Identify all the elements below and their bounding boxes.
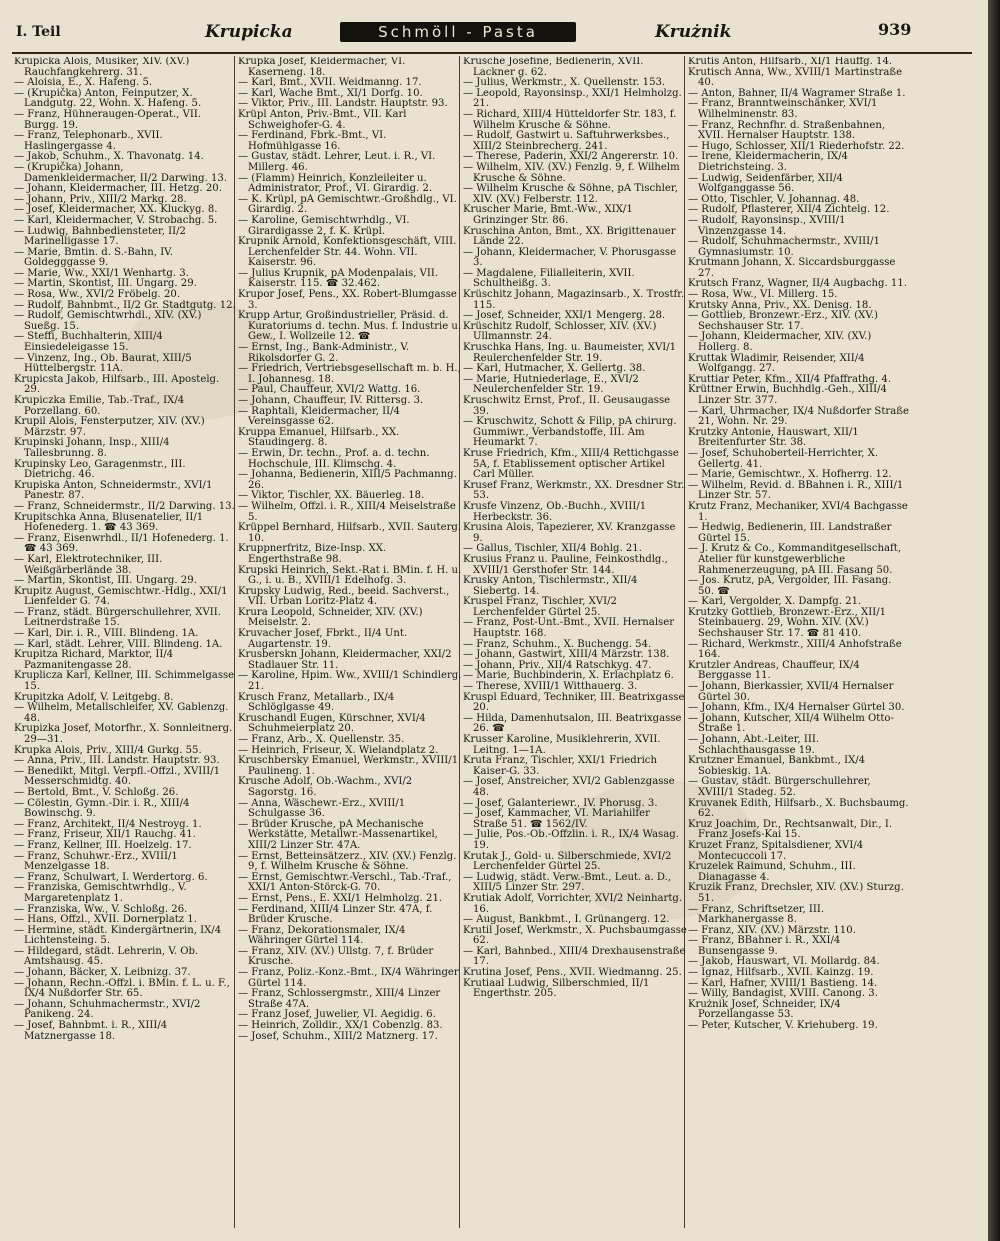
directory-entry: Kruzet Franz, Spitalsdiener, XVI/4 Montecuccoli 17. — [688, 839, 864, 862]
directory-entry: — Kruschwitz, Schott & Filip, pA chirurg. Gummiwr., Verbandstoffe, III. Am Heumarkt 7. — [463, 416, 677, 449]
directory-entry: Krusche Josefine, Bedienerin, XVII. Lackner g. 62. — [463, 57, 644, 78]
directory-entry: — Hermine, städt. Kindergärtnerin, IX/4 Lichtensteing. 5. — [14, 924, 222, 947]
directory-entry: — Martin, Skontist, III. Ungarg. 29. — [14, 278, 197, 290]
directory-entry: — Erwin, Dr. techn., Prof. a. d. techn. Hochschule, III. Klimschg. 4. — [238, 447, 430, 470]
directory-entry: — Julius Krupnik, pA Modenpalais, VII. Kaiserstr. 115. ☎ 32.462. — [238, 267, 439, 290]
directory-entry: — Marie, Buchbinderin, X. Erlachplatz 6. — [463, 670, 674, 682]
directory-entry: — Hans, Offzl., XVII. Dornerplatz 1. — [14, 914, 197, 926]
directory-entry: — Heinrich, Zolldir., XX/1 Cobenzlg. 83. — [238, 1020, 443, 1032]
directory-entry: — Josef, Kleidermacher, XX. Kluckyg. 8. — [14, 204, 218, 216]
directory-entry: — Viktor, Priv., III. Landstr. Hauptstr. 93. — [238, 98, 448, 110]
directory-entry: — Rosa, Ww., XVI/2 Fröbelg. 20. — [14, 289, 181, 301]
directory-entry: — Johann, Rechn.-Offzl. i. BMin. f. L. u. F., IX/4 Nußdorfer Str. 65. — [14, 977, 230, 1000]
directory-entry: — Ernst, Ing., Bank-Administr., V. Rikolsdorfer G. 2. — [238, 342, 410, 364]
directory-entry: Kruzelek Raimund, Schuhm., III. Dianagasse 4. — [688, 861, 856, 883]
directory-entry: Kruppnerfritz, Bize-Insp. XX. Engerthstraße 98. — [238, 543, 387, 565]
directory-entry: — Bertold, Bmt., V. Schloßg. 26. — [14, 786, 179, 798]
directory-entry: — Franz, Poliz.-Konz.-Bmt., IX/4 Währinger Gürtel 114. — [238, 967, 459, 989]
page-number: 939 — [878, 20, 912, 39]
directory-entry: Krura Leopold, Schneider, XIV. (XV.) Meiselstr. 2. — [238, 606, 423, 629]
directory-entry: — Jakob, Schuhm., X. Thavonatg. 14. — [14, 151, 204, 163]
directory-entry: — August, Bankbmt., I. Grünangerg. 12. — [463, 914, 670, 926]
directory-entry: — Rudolf, Bahnbmt., II/2 Gr. Stadtgutg. 12. — [14, 299, 236, 311]
directory-entry: Krusius Franz u. Pauline, Feinkosthdlg., XVIII/1 Gersthofer Str. 144. — [463, 553, 668, 576]
directory-entry: — Anton, Bahner, II/4 Wagramer Straße 1. — [688, 87, 906, 99]
directory-entry: — Franz Josef, Juwelier, VI. Aegidig. 6. — [238, 1009, 436, 1021]
directory-entry: — Marie, Bmtin. d. S.-Bahn, IV. Goldegggasse 9. — [14, 246, 173, 269]
directory-entry: Krutsky Anna, Priv., XX. Denisg. 18. — [688, 299, 872, 311]
directory-entry: — Wilhelm, XIV. (XV.) Fenzlg. 9, f. Wilhelm Krusche & Söhne. — [463, 161, 680, 184]
directory-entry: Kruse Friedrich, Kfm., XIII/4 Rettichgasse 5A, f. Etablissement optischer Artikel Carl Müller. — [463, 447, 679, 481]
directory-entry: Krutis Anton, Hilfsarb., XI/1 Hauffg. 14. — [688, 57, 893, 67]
directory-entry: — Johann, Chauffeur, IV. Rittersg. 3. — [238, 395, 424, 406]
directory-entry: — Johann, Kleidermacher, III. Hetzg. 20. — [14, 183, 222, 195]
directory-entry: — Karl, Wache Bmt., XI/1 Dorfg. 10. — [238, 87, 423, 99]
directory-entry: — Franz, Kellner, III. Hoelzelg. 17. — [14, 839, 192, 851]
directory-column-2 — [238, 57, 462, 1229]
directory-entry: Kruttiar Peter, Kfm., XII/4 Pfaffrathg. 4. — [688, 373, 892, 385]
directory-entry: — Martin, Skontist, III. Ungarg. 29. — [14, 575, 197, 587]
directory-entry: — Karl, Vergolder, X. Dampfg. 21. — [688, 596, 862, 608]
directory-entry: — Josef, Bahnbmt. i. R., XIII/4 Matznergasse 18. — [14, 1020, 168, 1042]
directory-entry: — Hildegard, städt. Lehrerin, V. Ob. Amtshausg. 45. — [14, 945, 199, 968]
directory-entry: — Johann, Kleidermacher, XIV. (XV.) Hollerg. 8. — [688, 331, 872, 354]
directory-entry: — Rudolf, Rayonsinsp., XVIII/1 Vinzenzgasse 14. — [688, 214, 846, 237]
directory-entry: — Aloisia, E., X. Hafeng. 5. — [14, 77, 153, 89]
directory-entry: Krusky Anton, Tischlermstr., XII/4 Siebertg. 14. — [463, 575, 638, 597]
directory-entry: — Ludwig, Seidenfärber, XII/4 Wolfganggasse 56. — [688, 172, 843, 195]
directory-entry: — Wilhelm, Offzl. i. R., XIII/4 Meiselstraße 5. — [238, 500, 456, 523]
directory-entry: — Otto, Tischler, V. Johannag. 48. — [688, 193, 860, 205]
directory-entry: — Franz, Telephonarb., XVII. Haslingergasse 4. — [14, 130, 163, 152]
directory-entry: Krupor Josef, Pens., XX. Robert-Blumgasse 3. — [238, 289, 457, 311]
directory-entry: — Johann, Kleidermacher, V. Phorusgasse 3. — [463, 246, 677, 269]
directory-entry: — Hilda, Damenhutsalon, III. Beatrixgasse 26. ☎ — [463, 712, 682, 735]
directory-entry: — Gustav, städt. Lehrer, Leut. i. R., VI. Millerg. 46. — [238, 151, 436, 173]
directory-entry: — Johann, Gastwirt, XIII/4 Märzstr. 138. — [463, 649, 670, 661]
directory-entry: Krupitschka Anna, Blusenatelier, II/1 Hofenederg. 1. ☎ 43 369. — [14, 511, 204, 534]
directory-entry: — Cölestin, Gymn.-Dir. i. R., XIII/4 Bowinschg. 9. — [14, 797, 190, 820]
directory-entry: Kruppa Emanuel, Hilfsarb., XX. Staudingerg. 8. — [238, 426, 400, 449]
directory-entry: — Ignaz, Hilfsarb., XVII. Kainzg. 19. — [688, 967, 874, 979]
directory-entry: Krupitzka Adolf, V. Leitgebg. 8. — [14, 691, 174, 703]
header-rule — [12, 52, 972, 54]
directory-entry: — (Krupička) Anton, Feinputzer, X. Landgutg. 22, Wohn. X. Hafeng. 5. — [14, 87, 202, 110]
directory-entry: — (Flamm) Heinrich, Konzleileiter u. Administrator, Prof., VI. Girardig. 2. — [238, 172, 433, 195]
directory-entry: — Franz, Hühneraugen-Operat., VII. Burgg. 19. — [14, 108, 202, 131]
directory-entry: — Heinrich, Friseur, X. Wielandplatz 2. — [238, 744, 439, 756]
directory-entry: Krutil Josef, Werkmstr., X. Puchsbaumgasse 62. — [463, 924, 687, 947]
directory-entry: — Rudolf, Gemischtwrhdl., XIV. (XV.) Sueßg. 15. — [14, 310, 202, 332]
directory-entry: Krupitza Richard, Marktor, II/4 Pazmanitengasse 28. — [14, 649, 174, 671]
directory-entry: — Magdalene, Filialleiterin, XVII. Schultheißg. 3. — [463, 267, 635, 290]
directory-entry: — Johann, Kutscher, XII/4 Wilhelm Otto-Straße 1. — [688, 712, 894, 735]
directory-entry: — Jos. Krutz, pA, Vergolder, III. Fasang. 50. ☎ — [688, 575, 892, 597]
directory-entry: — Franz, Schulwart, I. Werdertorg. 6. — [14, 871, 208, 883]
directory-entry: — Rosa, Ww., VI. Millerg. 15. — [688, 289, 838, 301]
directory-entry: Krusina Alois, Tapezierer, XV. Kranzgasse 9. — [463, 522, 676, 544]
page-header — [0, 20, 988, 46]
directory-entry: — Franz, Rechnfhr. d. Straßenbahnen, XVII. Hernalser Hauptstr. 138. — [688, 119, 886, 142]
directory-entry: — Franziska, Gemischtwrhdlg., V. Margaretenplatz 1. — [14, 882, 187, 904]
directory-entry: — Julius, Werkmstr., X. Quellenstr. 153. — [463, 77, 666, 89]
directory-entry: — Ferdinand, Fbrk.-Bmt., VI. Hofmühlgasse 16. — [238, 130, 387, 152]
directory-entry: Krutina Josef, Pens., XVII. Wiedmanng. 25. — [463, 967, 682, 979]
directory-entry: — Franz, Eisenwrhdl., II/1 Hofenederg. 1. ☎ 43 369. — [14, 532, 229, 555]
directory-entry: — (Krupička) Johann, Damenkleidermacher, II/2 Darwing. 13. — [14, 161, 228, 184]
directory-entry: Krutsch Franz, Wagner, II/4 Augbachg. 11. — [688, 278, 907, 290]
directory-entry: Krupinsky Leo, Garagenmstr., III. Dietrichg. 46. — [14, 458, 186, 481]
directory-entry: — Franz, städt. Bürgerschullehrer, XVII. Leitnerdstraße 15. — [14, 606, 221, 629]
directory-entry: — Johann, Priv., XIII/2 Markg. 28. — [14, 193, 187, 205]
directory-entry: — Josef, Anstreicher, XVI/2 Gablenzgasse 48. — [463, 776, 675, 798]
directory-entry: Krupka Josef, Kleidermacher, VI. Kaserneng. 18. — [238, 57, 406, 78]
directory-entry: Krupiska Anton, Schneidermstr., XVI/1 Panestr. 87. — [14, 479, 213, 502]
directory-entry: — Anna, Priv., III. Landstr. Hauptstr. 93. — [14, 755, 220, 767]
directory-entry: Krutisch Anna, Ww., XVIII/1 Martinstraße 40. — [688, 66, 903, 89]
directory-entry: Kruscher Marie, Bmt.-Ww., XIX/1 Grinzinger Str. 86. — [463, 204, 633, 226]
directory-entry: Krutiak Adolf, Vorrichter, XVI/2 Neinhartg. 16. — [463, 892, 683, 915]
directory-entry: Krutz Franz, Mechaniker, XVI/4 Bachgasse 1. — [688, 500, 908, 523]
directory-entry: Krupski Heinrich, Sekt.-Rat i. BMin. f. H. u. G., i. u. B., XVIII/1 Edelhofg. 3. — [238, 564, 462, 587]
directory-entry: — Johann, Schuhmachermstr., XVI/2 Panikeng. 24. — [14, 998, 201, 1021]
directory-entry: — Josef, Schuhoberteil-Herrichter, X. Gellertg. 41. — [688, 447, 879, 470]
directory-entry: Kruta Franz, Tischler, XXI/1 Friedrich Kaiser-G. 33. — [463, 755, 657, 777]
directory-entry: — Ernst, Pens., E. XXI/1 Helmholzg. 21. — [238, 892, 443, 904]
directory-entry: — Julie, Pos.-Ob.-Offzlin. i. R., IX/4 Wasag. 19. — [463, 829, 679, 851]
directory-entry: Kruschina Anton, Bmt., XX. Brigittenauer Lände 22. — [463, 225, 676, 248]
directory-entry: — Therese, Paderin, XXI/2 Angererstr. 10. — [463, 151, 679, 163]
directory-entry: Krupizka Josef, Motorfhr., X. Sonnleitnerg. 29—31. — [14, 723, 233, 745]
directory-entry: Kruschandl Eugen, Kürschner, XVI/4 Schuhmeierplatz 20. — [238, 712, 426, 735]
directory-entry: Krupicka Alois, Musiker, XIV. (XV.) Rauchfangkehrerg. 31. — [14, 57, 190, 78]
directory-entry: — Karl, Kleidermacher, V. Strobachg. 5. — [14, 214, 218, 226]
directory-entry: — Ferdinand, XIII/4 Linzer Str. 47A, f. Brüder Krusche. — [238, 903, 433, 926]
directory-entry: — Franz, Friseur, XII/1 Rauchg. 41. — [14, 829, 196, 841]
directory-entry: — Benedikt, Mitgl. Verpfl.-Offzl., XVIII/1 Messerschmidtg. 40. — [14, 765, 221, 788]
directory-entry: — Therese, XVIII/1 Witthauerg. 3. — [463, 681, 638, 693]
directory-entry: Kruschka Hans, Ing. u. Baumeister, XVI/1 Reulerchenfelder Str. 19. — [463, 342, 677, 364]
directory-entry: Krupka Alois, Priv., XIII/4 Gurkg. 55. — [14, 744, 202, 756]
directory-entry: — Irene, Kleidermacherin, IX/4 Dietrichsteing. 3. — [688, 151, 848, 173]
directory-entry: — Franz, XIV. (XV.) Ullstg. 7, f. Brüder Krusche. — [238, 945, 434, 968]
directory-column-3 — [463, 57, 687, 1229]
directory-entry: Krutzky Antonie, Hauswart, XII/1 Breitenfurter Str. 38. — [688, 426, 859, 449]
directory-entry: — Johann, Abt.-Leiter, III. Schlachthausgasse 19. — [688, 734, 820, 756]
directory-entry: — Karl, Elektrotechniker, III. Weißgärberlände 38. — [14, 553, 163, 576]
directory-entry: — J. Krutz & Co., Kommanditgesellschaft, Atelier für kunstgewerbliche Rahmenerzeugung, pA III. Fasang 50. — [688, 543, 902, 576]
directory-entry: Kruspel Franz, Tischler, XVI/2 Lerchenfelder Gürtel 25. — [463, 596, 617, 618]
directory-entry: — Gallus, Tischler, XII/4 Bohlg. 21. — [463, 543, 642, 555]
directory-entry: — Karl, Bmt., XVII. Weidmanng. 17. — [238, 77, 422, 89]
directory-entry: — Paul, Chauffeur, XVI/2 Wattg. 16. — [238, 384, 421, 396]
directory-entry: Krupnik Arnold, Konfektionsgeschäft, VIII. Lerchenfelder Str. 44. Wohn. VII. Kaiserstr. 96. — [238, 236, 457, 269]
directory-entry: Kruvanek Edith, Hilfsarb., X. Buchsbaumg. 62. — [688, 797, 909, 820]
left-guide-word: Krupicka — [205, 22, 293, 42]
directory-entry: Krutmann Johann, X. Siccardsburggasse 27. — [688, 257, 896, 279]
directory-entry: — Franz, BBahner i. R., XXI/4 Bunsengasse 9. — [688, 935, 841, 957]
directory-entry: — Karl, Hutmacher, X. Gellertg. 38. — [463, 363, 646, 375]
directory-entry: — Franz, Schriftsetzer, III. Markhanergasse 8. — [688, 903, 825, 926]
directory-entry: — Wilhelm, Revid. d. BBahnen i. R., XIII/1 Linzer Str. 57. — [688, 479, 904, 502]
directory-entry: — Karl, Dir. i. R., VIII. Blindeng. 1A. — [14, 628, 199, 640]
advertisement-banner: Schmöll - Pasta — [340, 22, 576, 42]
directory-entry: Krużnik Josef, Schneider, IX/4 Porzellangasse 53. — [688, 998, 841, 1021]
directory-entry: — Franz, Schuhwr.-Erz., XVIII/1 Menzelgasse 18. — [14, 850, 178, 873]
directory-entry: Krüttner Erwin, Buchhdlg.-Geh., XIII/4 Linzer Str. 377. — [688, 384, 887, 406]
directory-entry: Krutzky Gottlieb, Bronzewr.-Erz., XII/1 Steinbauerg. 29, Wohn. XIV. (XV.) Sechshauser Str. 17. ☎ 81 410. — [688, 606, 887, 640]
directory-entry: Krutzler Andreas, Chauffeur, IX/4 Berggasse 11. — [688, 659, 860, 682]
directory-entry: — Gustav, städt. Bürgerschullehrer, XVIII/1 Stadeg. 52. — [688, 776, 871, 798]
directory-entry: Kruttak Wladimir, Reisender, XII/4 Wolfgangg. 27. — [688, 352, 865, 375]
directory-entry: — Raphtali, Kleidermacher, II/4 Vereinsgasse 62. — [238, 405, 400, 428]
directory-entry: — Karoline, Gemischtwrhdlg., VI. Girardigasse 2, f. K. Krüpl. — [238, 214, 410, 237]
directory-entry: — Franz, Schlossergmstr., XIII/4 Linzer Straße 47A. — [238, 988, 441, 1010]
directory-entry: — Franz, Arb., X. Quellenstr. 35. — [238, 734, 405, 745]
directory-entry: — Karl, Bahnbed., XIII/4 Drexhausenstraße 17. — [463, 945, 686, 968]
directory-entry: — Rudolf, Gastwirt u. Saftuhrwerksbes., XIII/2 Steinbrecherg. 241. — [463, 130, 670, 152]
directory-entry: Kruz Joachim, Dr., Rechtsanwalt, Dir., I. Franz Josefs-Kai 15. — [688, 818, 893, 841]
directory-entry: — Johann, Bierkassier, XVII/4 Hernalser Gürtel 30. — [688, 681, 894, 703]
directory-entry: — Ernst, Betteinsätzerz., XIV. (XV.) Fenzlg. 9, f. Wilhelm Krusche & Söhne. — [238, 850, 457, 873]
directory-entry: Krupiczka Emilie, Tab.-Traf., IX/4 Porzellang. 60. — [14, 395, 185, 417]
directory-entry: — Franz, Dekorationsmaler, IX/4 Währinger Gürtel 114. — [238, 924, 406, 947]
directory-entry: — Rudolf, Schuhmachermstr., XVIII/1 Gymnasiumstr. 10. — [688, 236, 880, 258]
directory-entry: — Karl, städt. Lehrer, VIII. Blindeng. 1A. — [14, 638, 223, 650]
directory-entry: — Leopold, Rayonsinsp., XXI/1 Helmholzg. 21. — [463, 87, 682, 110]
directory-entry: — Franz, Schneidermstr., II/2 Darwing. 13. — [14, 500, 235, 512]
right-guide-word: Krużnik — [655, 22, 732, 42]
directory-entry: Kruplicza Karl, Kellner, III. Schimmelgasse 15. — [14, 670, 235, 693]
directory-entry: — Johanna, Bedienerin, XIII/5 Pachmanng. 26. — [238, 469, 457, 491]
directory-entry: Krupinski Johann, Insp., XIII/4 Tallesbrunng. 8. — [14, 437, 170, 459]
directory-column-4 — [688, 57, 910, 1229]
directory-entry: — Brüder Krusche, pA Mechanische Werkstätte, Metallwr.-Massenartikel, XIII/2 Linzer Str. 47A. — [238, 818, 438, 851]
directory-entry: — Hugo, Schlosser, XII/1 Riederhofstr. 22. — [688, 140, 905, 152]
directory-entry: — Franz, Schuhm., X. Buchengg. 54. — [463, 638, 652, 650]
directory-entry: — Johann, Kfm., IX/4 Hernalser Gürtel 30. — [688, 702, 905, 714]
directory-entry: Krusser Karoline, Musiklehrerin, XVII. Leitng. 1—1A. — [463, 734, 661, 756]
directory-entry: — Josef, Kammacher, VI. Mariahilfer Straße 51. ☎ 1562/IV. — [463, 808, 650, 830]
directory-entry: Krupicsta Jakob, Hilfsarb., III. Apostelg. 29. — [14, 373, 220, 396]
directory-entry: — Marie, Ww., XXI/1 Wenhartg. 3. — [14, 267, 189, 279]
directory-entry: — Richard, Werkmstr., XIII/4 Anhofstraße 164. — [688, 638, 902, 661]
directory-entry: — Franz, Architekt, II/4 Nestroyg. 1. — [14, 818, 202, 830]
directory-entry: — Jakob, Hauswart, VI. Mollardg. 84. — [688, 956, 880, 968]
directory-entry: Krüschitz Rudolf, Schlosser, XIV. (XV.) Ullmannstr. 24. — [463, 320, 657, 343]
directory-column-1 — [14, 57, 238, 1229]
directory-entry: — Franz, Branntweinschänker, XVI/1 Wilhelminenstr. 83. — [688, 98, 878, 120]
directory-entry: — Wilhelm, Metallschleifer, XV. Gablenzg. 48. — [14, 702, 229, 724]
directory-entry: Krusche Adolf, Ob.-Wachm., XVI/2 Sagorstg. 16. — [238, 776, 413, 798]
directory-entry: — Karl, Uhrmacher, IX/4 Nußdorfer Straße 21, Wohn. Nr. 29. — [688, 405, 909, 428]
part-label: I. Teil — [16, 24, 61, 40]
directory-entry: Krüppel Bernhard, Hilfsarb., XVII. Sauterg. 10. — [238, 522, 462, 544]
directory-entry: — Marie, Gemischtwr., X. Hofherrg. 12. — [688, 469, 892, 481]
directory-entry: Krupil Alois, Fensterputzer, XIV. (XV.) Märzstr. 97. — [14, 416, 205, 438]
directory-entry: — Franz, Post-Unt.-Bmt., XVII. Hernalser Hauptstr. 168. — [463, 617, 675, 640]
directory-entry: — Richard, XIII/4 Hütteldorfer Str. 183, f. Wilhelm Krusche & Söhne. — [463, 108, 677, 131]
directory-entry: — Ludwig, Bahnbediensteter, II/2 Marinelligasse 17. — [14, 225, 186, 248]
directory-entry: — Ludwig, städt. Verw.-Bmt., Leut. a. D., XIII/5 Linzer Str. 297. — [463, 871, 672, 894]
directory-entry: — Vinzenz, Ing., Ob. Baurat, XIII/5 Hüttelbergstr. 11A. — [14, 352, 192, 375]
directory-entry: — Josef, Galanteriewr., IV. Phorusg. 3. — [463, 797, 658, 809]
directory-entry: — Peter, Kutscher, V. Kriehuberg. 19. — [688, 1020, 878, 1032]
directory-entry: Krusfe Vinzenz, Ob.-Buchh., XVIII/1 Herbeckstr. 36. — [463, 500, 647, 523]
directory-entry: — Josef, Schuhm., XIII/2 Matznerg. 17. — [238, 1030, 438, 1042]
directory-entry: — Willy, Bandagist, XVIII. Canong. 3. — [688, 988, 878, 1000]
directory-entry: — Viktor, Tischler, XX. Bäuerleg. 18. — [238, 490, 425, 502]
directory-entry: — Johann, Bäcker, X. Leibnizg. 37. — [14, 967, 191, 979]
directory-entry: Kruschbersky Emanuel, Werkmstr., XVIII/1 Paulineng. 1. — [238, 755, 459, 777]
directory-entry: — Hedwig, Bedienerin, III. Landstraßer Gürtel 15. — [688, 522, 892, 544]
directory-entry: Krutiaal Ludwig, Silberschmied, II/1 Engerthstr. 205. — [463, 977, 650, 1000]
directory-entry: — Josef, Schneider, XXI/1 Mengerg. 28. — [463, 310, 666, 322]
directory-entry: — Anna, Wäschewr.-Erz., XVIII/1 Schulgasse 36. — [238, 797, 406, 820]
directory-entry: Kruvacher Josef, Fbrkt., II/4 Unt. Augartenstr. 19. — [238, 628, 408, 650]
directory-entry: Krüpl Anton, Priv.-Bmt., VII. Karl Schweighofer-G. 4. — [238, 108, 407, 131]
directory-entry: Kruzik Franz, Drechsler, XIV. (XV.) Sturzg. 51. — [688, 882, 904, 904]
directory-entry: — Gottlieb, Bronzewr.-Erz., XIV. (XV.) Sechshauser Str. 17. — [688, 310, 878, 332]
directory-entry: — Wilhelm Krusche & Söhne, pA Tischler, XIV. (XV.) Felberstr. 112. — [463, 183, 678, 205]
directory-entry: Krusberskn Johann, Kleidermacher, XXI/2 Stadlauer Str. 11. — [238, 649, 452, 671]
directory-entry: — Marie, Hutniederlage, E., XVI/2 Neulerchenfelder Str. 19. — [463, 373, 639, 396]
directory-entry: Krusch Franz, Metallarb., IX/4 Schlöglgasse 49. — [238, 691, 395, 714]
directory-entry: — Karoline, Hpim. Ww., XVIII/1 Schindlerg. 21. — [238, 670, 462, 693]
directory-entry: — Ernst, Gemischtwr.-Verschl., Tab.-Traf., XXI/1 Anton-Störck-G. 70. — [238, 871, 452, 894]
directory-entry: Krupp Artur, Großindustrieller, Präsid. d. Kuratoriums d. techn. Mus. f. Industrie u. Gew., I. Wollzeile 12. ☎ — [238, 310, 462, 343]
directory-entry: — Steffi, Buchhalterin, XIII/4 Einsiedeleigasse 15. — [14, 331, 163, 354]
directory-entry: — K. Krüpl, pA Gemischtwr.-Großhdlg., VI. Girardig. 2. — [238, 193, 457, 216]
directory-entry: — Johann, Priv., XII/4 Ratschkyg. 47. — [463, 659, 652, 671]
directory-entry: — Karl, Hafner, XVIII/1 Bastieng. 14. — [688, 977, 878, 989]
directory-entry: Krutak J., Gold- u. Silberschmiede, XVI/2 Lerchenfelder Gürtel 25. — [463, 850, 672, 873]
directory-entry: — Franz, XIV. (XV.) Märzstr. 110. — [688, 924, 856, 936]
directory-entry: Kruschwitz Ernst, Prof., II. Geusaugasse 39. — [463, 395, 671, 417]
directory-entry: — Franziska, Ww., V. Schloßg. 26. — [14, 903, 188, 915]
directory-entry: Krupsky Ludwig, Red., beeid. Sachverst., VII. Urban Loritz-Platz 4. — [238, 585, 450, 608]
directory-entry: Krüschitz Johann, Magazinsarb., X. Trostfr. 115. — [463, 289, 685, 311]
directory-entry: — Friedrich, Vertriebsgesellschaft m. b. H., I. Johannesg. 18. — [238, 363, 461, 385]
page-edge — [988, 0, 1000, 1241]
directory-entry: Krusef Franz, Werkmstr., XX. Dresdner Str. 53. — [463, 479, 685, 502]
directory-entry: Krupitz August, Gemischtwr.-Hdlg., XXI/1 Lienfelder G. 74. — [14, 585, 228, 608]
directory-entry: Krutzner Emanuel, Bankbmt., IX/4 Sobieskig. 1A. — [688, 755, 866, 777]
directory-entry: — Rudolf, Pflasterer, XII/4 Zichtelg. 12. — [688, 204, 890, 216]
directory-entry: Kruspl Eduard, Techniker, III. Beatrixgasse 20. — [463, 691, 685, 714]
